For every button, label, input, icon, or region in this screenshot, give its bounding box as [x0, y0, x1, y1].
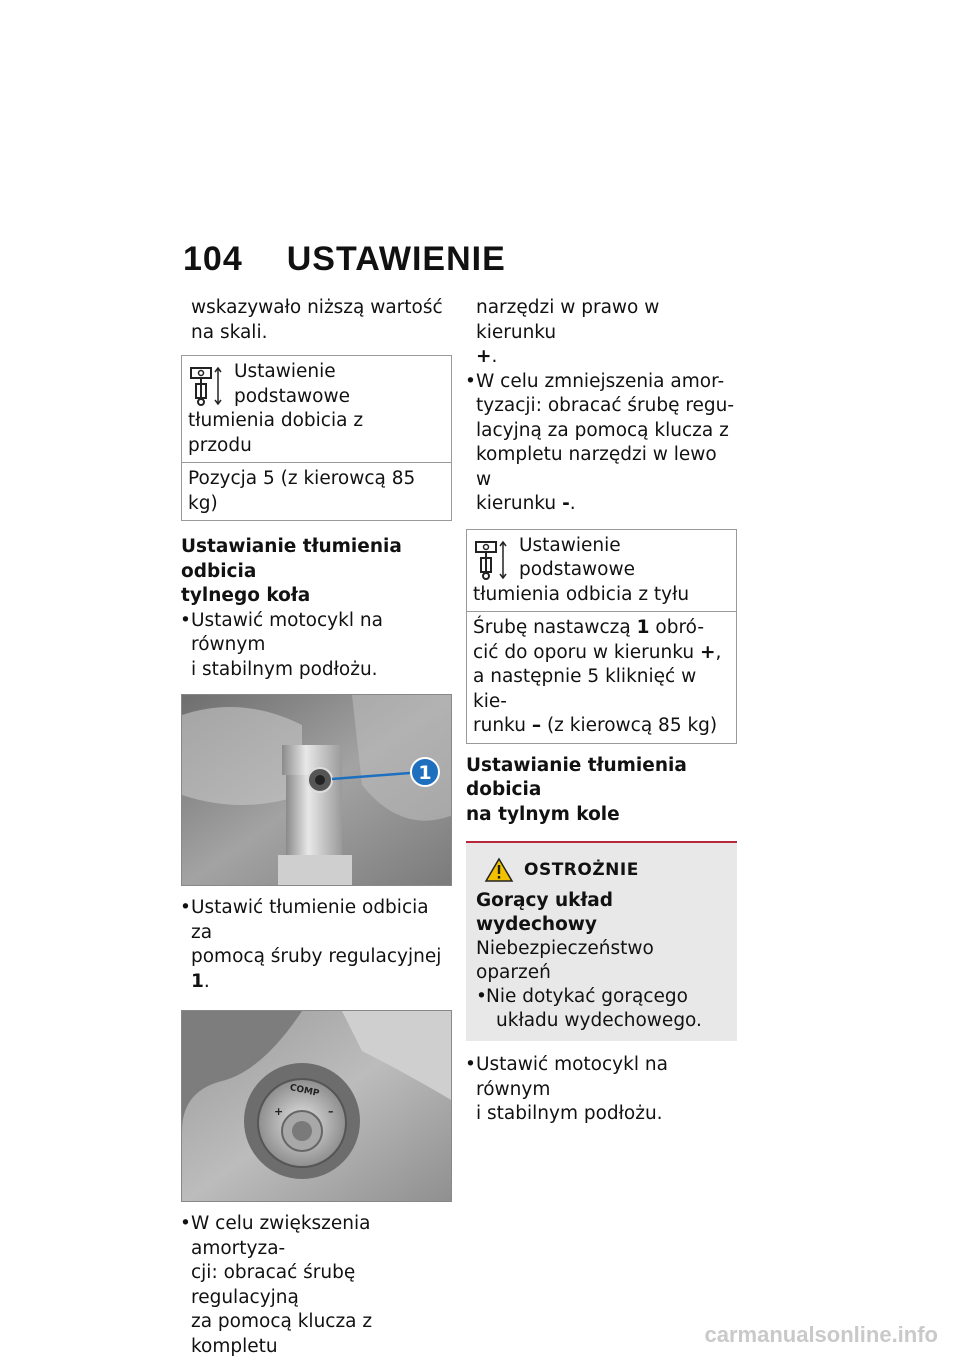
- intro-text: [181, 296, 452, 345]
- intro-line: wskazywało niższą wartość: [191, 297, 443, 318]
- hazard-consequence: Niebezpieczeństwo oparzeń: [476, 938, 654, 983]
- bullet-line: układu wydechowego.: [496, 1010, 702, 1031]
- value-text: runku: [473, 715, 526, 736]
- value-text: Śrubę nastawczą: [473, 617, 631, 638]
- bullet-line: cji: obracać śrubę regulacyjną: [191, 1262, 356, 1308]
- bullet-line: i stabilnym podłożu.: [191, 658, 378, 680]
- caution-title: [476, 857, 727, 883]
- watermark: carmanualsonline.info: [704, 1322, 938, 1347]
- right-column: [466, 296, 737, 1127]
- bullet-line: i stabilnym podłożu.: [476, 1103, 663, 1124]
- bullet-line: tyzacji: obracać śrubę regu-: [476, 395, 735, 416]
- value-text: cić do oporu w kierunku: [473, 641, 695, 663]
- bullet-line: W celu zwiększenia amortyza-: [191, 1213, 371, 1259]
- basic-setting-front-box: [181, 355, 452, 521]
- box-label-line: tłumienia odbicia z tyłu: [473, 583, 690, 605]
- heading-line: tylnego koła: [181, 585, 311, 606]
- bullet-line: Ustawić motocykl na równym: [476, 1054, 668, 1100]
- basic-setting-label: [182, 356, 451, 462]
- bullet-line: lacyjną za pomocą klucza z: [476, 419, 729, 441]
- damper-setting-icon: [473, 538, 511, 582]
- text-line: narzędzi w prawo w kierunku: [476, 297, 660, 343]
- plus-mark: +: [274, 1105, 284, 1118]
- rear-shock-photo: [181, 694, 452, 886]
- hazard-instruction: [476, 985, 727, 1033]
- intro-line: na skali.: [191, 321, 268, 343]
- page-title: USTAWIENIE: [286, 240, 506, 278]
- page-header: [183, 240, 506, 279]
- damper-setting-icon: [188, 364, 226, 408]
- continued-text: narzędzi w prawo w kierunku +.: [476, 297, 660, 367]
- instruction-bullet: [466, 1053, 737, 1127]
- callout-number: 1: [418, 762, 432, 784]
- basic-setting-rear-box: [466, 529, 737, 744]
- comp-adjuster-illustration: [182, 1011, 452, 1202]
- heading-line: Ustawianie tłumienia dobicia: [466, 754, 687, 800]
- box-label-line: Ustawienie podstawowe: [519, 534, 635, 580]
- bullet-line: Ustawić tłumienie odbicia za: [191, 897, 429, 943]
- comp-adjuster-photo: [181, 1010, 452, 1202]
- heading-line: na tylnym kole: [466, 803, 620, 825]
- reference-number: 1: [191, 970, 204, 992]
- box-label-line: przodu: [188, 434, 252, 456]
- section-heading-rebound: [181, 535, 452, 609]
- basic-setting-label: [467, 530, 736, 612]
- page-number: 104: [183, 240, 243, 278]
- bullet-line: kompletu narzędzi w lewo w: [476, 444, 717, 490]
- value-text: (z kierowcą 85 kg): [546, 715, 718, 736]
- bullet-line: kierunku: [476, 493, 557, 514]
- left-column: [181, 296, 452, 1359]
- reference-number: 1: [636, 617, 650, 638]
- bullet-line: Nie dotykać gorącego: [486, 986, 688, 1007]
- caution-label: OSTROŻNIE: [524, 860, 639, 880]
- basic-setting-value: Pozycja 5 (z kierowcą 85 kg): [182, 462, 451, 520]
- hazard-heading: Gorący układ wydechowy: [476, 890, 614, 935]
- instruction-bullet: • W celu zmniejszenia amor- tyzacji: obracać śrubę regu- lacyjną za pomocą klucza z kompletu narzędzi w lewo w kierunku -.: [466, 370, 737, 517]
- value-text: a następnie 5 kliknięć w kie-: [473, 666, 697, 712]
- value-text: obró-: [655, 617, 704, 638]
- direction-sign: +: [699, 641, 716, 663]
- section-heading-compression: [466, 754, 737, 828]
- rear-shock-illustration: [182, 695, 452, 886]
- basic-setting-value: Śrubę nastawczą 1 obró- cić do oporu w kierunku +, a następnie 5 kliknięć w kie- runku – (z kierowcą 85 kg): [467, 611, 736, 743]
- warning-triangle-icon: [484, 857, 514, 883]
- box-label-line: tłumienia dobicia z: [188, 410, 364, 431]
- direction-sign: +: [476, 346, 492, 367]
- bullet-line: za pomocą klucza z kompletu: [191, 1311, 373, 1357]
- instruction-bullet: • Ustawić tłumienie odbicia za pomocą śruby regulacyjnej 1.: [181, 896, 452, 994]
- instruction-bullet: [181, 609, 452, 683]
- minus-mark: –: [328, 1105, 334, 1118]
- bullet-line: Ustawić motocykl na równym: [191, 609, 383, 655]
- comp-label: COMP: [288, 1083, 321, 1100]
- bullet-line: W celu zmniejszenia amor-: [476, 370, 725, 392]
- bullet-line: pomocą śruby regulacyjnej: [191, 946, 442, 967]
- heading-line: Ustawianie tłumienia odbicia: [181, 536, 402, 582]
- caution-box: [466, 841, 737, 1041]
- instruction-bullet: [181, 1212, 452, 1359]
- direction-sign: -: [562, 493, 570, 514]
- direction-sign: –: [531, 715, 542, 736]
- box-label-line: Ustawienie podstawowe: [234, 361, 350, 407]
